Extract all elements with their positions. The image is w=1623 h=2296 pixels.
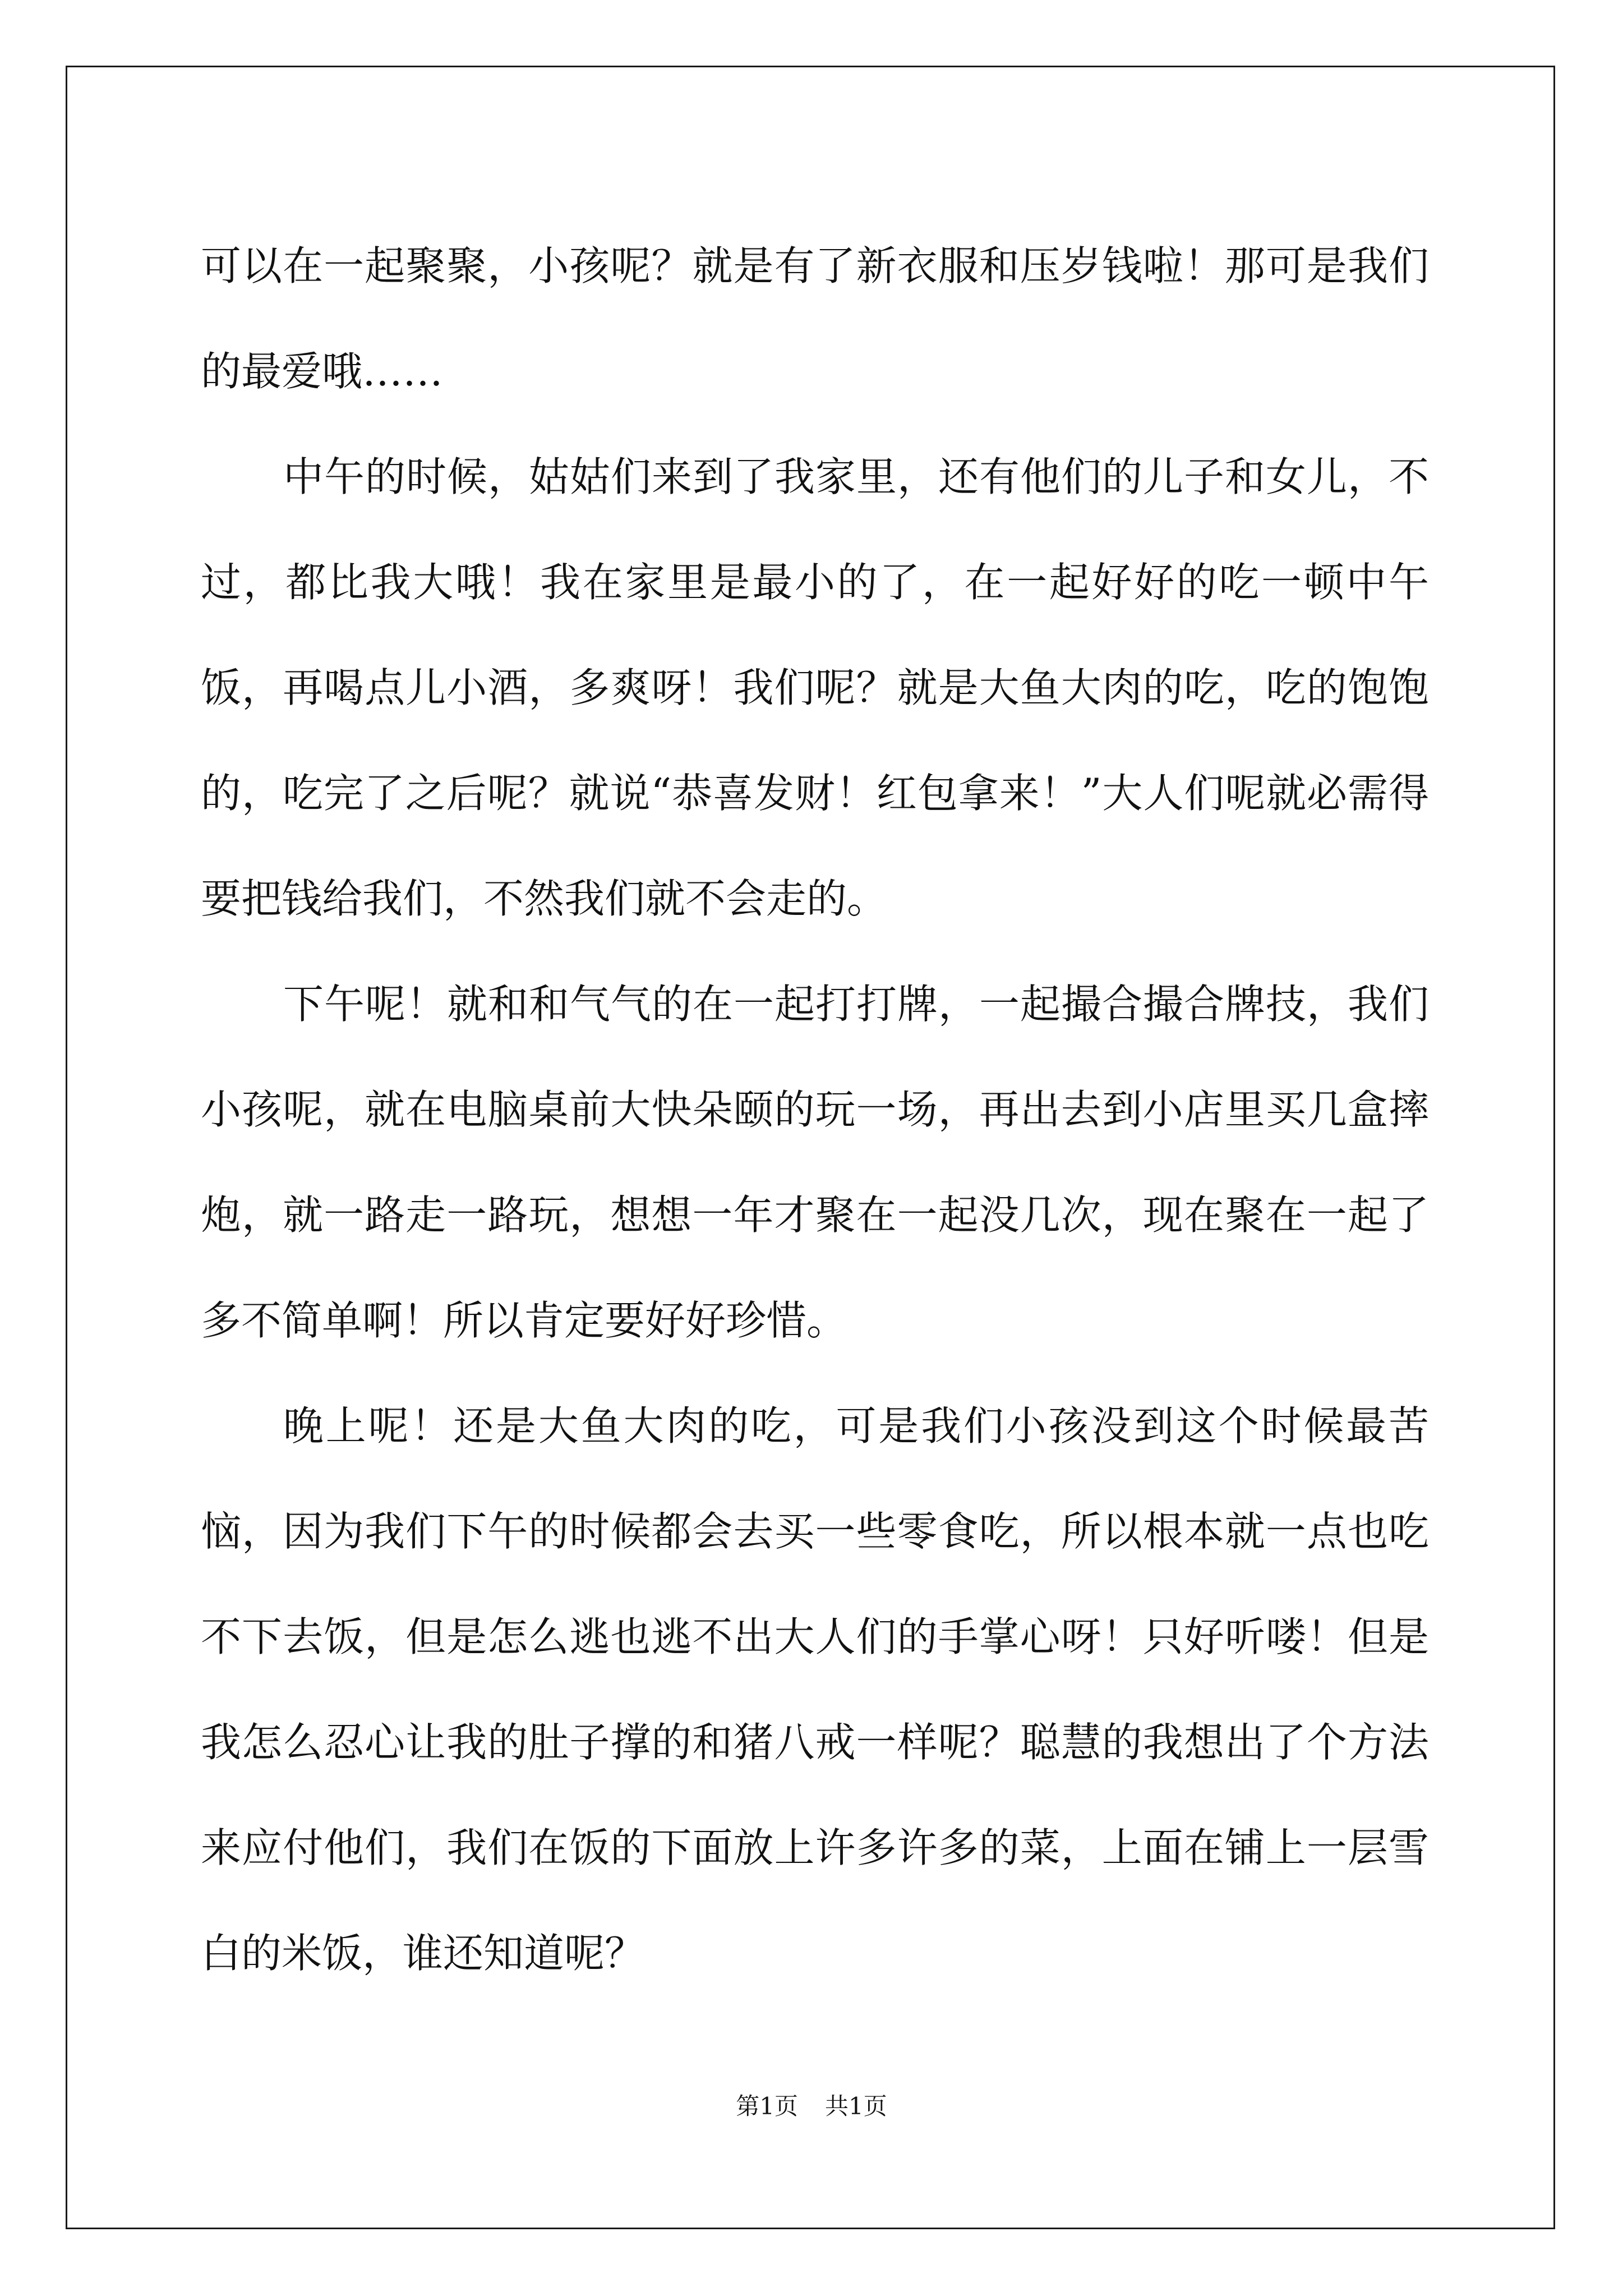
page-number-total: 共1页: [825, 2092, 887, 2120]
paragraph-4: 晚上呢！还是大鱼大肉的吃，可是我们小孩没到这个时候最苦恼，因为我们下午的时候都会去买一些零食吃，所以根本就一点也吃不下去饭，但是怎么逃也逃不出大人们的手掌心呀！只好听喽！但是我怎么忍心让我的肚子撑的和猪八戒一样呢？聪慧的我想出了个方法来应付他们，我们在饭的下面放上许多许多的菜，上面在铺上一层雪白的米饭，谁还知道呢？: [201, 1402, 1429, 1977]
paragraph-2: 中午的时候，姑姑们来到了我家里，还有他们的儿子和女儿，不过，都比我大哦！我在家里是最小的了，在一起好好的吃一顿中午饭，再喝点儿小酒，多爽呀！我们呢？就是大鱼大肉的吃，吃的饱饱的，吃完了之后呢？就说“恭喜发财！红包拿来！”大人们呢就必需得要把钱给我们，不然我们就不会走的。: [201, 453, 1429, 922]
document-body: [201, 213, 1429, 2006]
page-footer: [0, 2088, 1623, 2122]
paragraph-1: 可以在一起聚聚，小孩呢？就是有了新衣服和压岁钱啦！那可是我们的最爱哦……: [201, 242, 1429, 395]
paragraph-3: 下午呢！就和和气气的在一起打打牌，一起撮合撮合牌技，我们小孩呢，就在电脑桌前大快朵颐的玩一场，再出去到小店里买几盒摔炮，就一路走一路玩，想想一年才聚在一起没几次，现在聚在一起了多不简单啊！所以肯定要好好珍惜。: [201, 981, 1429, 1344]
page-number-current: 第1页: [736, 2092, 798, 2120]
